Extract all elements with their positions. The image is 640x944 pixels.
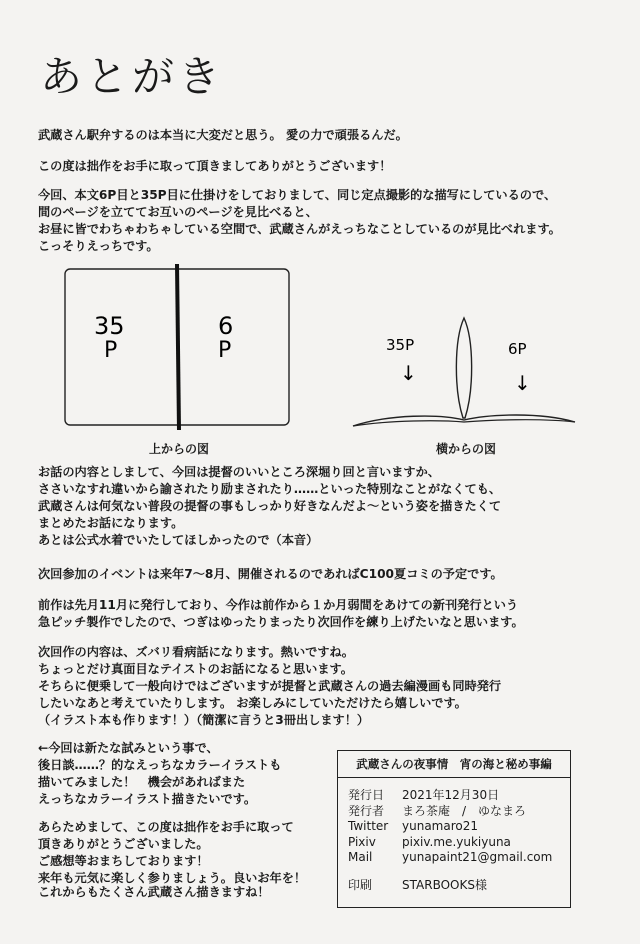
colophon-value: yunamaro21 <box>402 819 478 833</box>
standing-page <box>456 318 471 418</box>
top-view-diagram <box>62 262 294 434</box>
paragraph-final: これからもたくさん武蔵さん描きますね！ <box>38 885 270 899</box>
paragraph-next-work: 次回作の内容は、ズバリ看病話になります。熱いですね。 ちょっとだけ真面目なテイストのお話になると思います。 そちらに便乗して一般向けではございますが提督と武蔵さんの過去編漫画も同時発行 したいなあと考えていたりします。 お楽しみにしていただけたら嬉しいです。 （イラスト本も作ります！）（簡潔に言うと3冊出します！） <box>38 645 502 727</box>
down-arrow-right: ↓ <box>514 371 531 395</box>
colophon-key: 発行日 <box>348 788 385 802</box>
colophon-key: 印刷 <box>348 877 373 892</box>
label-35: 35 <box>94 312 125 340</box>
colophon-row-twitter <box>348 819 566 835</box>
side-label-6p: 6P <box>508 340 527 358</box>
colophon-key: Pixiv <box>348 834 376 849</box>
paragraph-closing: あらためまして、この度は拙作をお手に取って 頂きありがとうございました。 ご感想等おまちしております！ 来年も元気に楽しく参りましょう。良いお年を！ <box>38 820 307 885</box>
paragraph-illustration: ←今回は新たな試みという事で、 後日談……？的なえっちなカラーイラストも 描いてみました！ 機会があればまた えっちなカラーイラスト描きたいです。 <box>38 741 282 806</box>
colophon-row-printer <box>348 878 566 894</box>
colophon-divider <box>338 777 570 778</box>
colophon-value: yunapaint21@gmail.com <box>402 850 553 864</box>
colophon-row-date <box>348 788 566 804</box>
open-book-left <box>353 415 575 426</box>
colophon-key: Mail <box>348 850 373 864</box>
paragraph-next-event: 次回参加のイベントは来年7～8月、開催されるのであればC100夏コミの予定です。 <box>38 567 503 581</box>
side-view-diagram <box>350 310 578 434</box>
down-arrow-left: ↓ <box>400 361 417 385</box>
label-6-p: P <box>218 338 232 363</box>
paragraph-story: お話の内容としまして、今回は提督のいいところ深堀り回と言いますか、 ささいなすれ違いから諭されたり励まされたり……といった特別なことがなくても、 武蔵さんは何気ない普段の提督の事もしっかり好きなんだよ～という姿を描きたくて まとめたお話になります。 あとは公式水着でいたしてほしかったので（本音） <box>38 465 502 547</box>
colophon-value: STARBOOKS様 <box>402 877 487 892</box>
colophon-row-publisher <box>348 804 566 820</box>
label-6: 6 <box>218 312 234 340</box>
paragraph-intro: 武蔵さん駅弁するのは本当に大変だと思う。 愛の力で頑張るんだ。 <box>38 128 408 142</box>
colophon-box <box>337 750 571 908</box>
top-view-caption: 上からの図 <box>149 442 210 456</box>
paragraph-previous-work: 前作は先月11月に発行しており、今作は前作から１か月弱間をあけての新刊発行という 急ピッチ製作でしたので、つぎはゆったりまったり次回作を練り上げたいなと思います。 <box>38 598 524 629</box>
book-spine <box>177 264 179 430</box>
colophon-key: Twitter <box>348 819 389 833</box>
side-view-caption: 横からの図 <box>436 442 497 456</box>
colophon-row-mail <box>348 850 566 866</box>
colophon-title: 武蔵さんの夜事情 宵の海と秘め事編 <box>356 757 552 771</box>
label-35-p: P <box>104 338 118 363</box>
paragraph-trick: 今回、本文6P目と35P目に仕掛けをしておりまして、同じ定点撮影的な描写にしているので、 間のページを立ててお互いのページを見比べると、 お昼に皆でわちゃわちゃしている空間で、武蔵さんがえっちなことしているのが見比べれます。 こっそりえっちです。 <box>38 188 561 253</box>
colophon-value: 2021年12月30日 <box>402 788 500 802</box>
paragraph-thanks: この度は拙作をお手に取って頂きましてありがとうございます！ <box>38 159 392 173</box>
page-title: あとがき <box>40 52 225 101</box>
colophon-value: まろ茶庵 / ゆなまろ <box>402 803 527 818</box>
colophon-key: 発行者 <box>348 803 385 818</box>
colophon-value: pixiv.me.yukiyuna <box>402 834 511 849</box>
colophon-row-pixiv <box>348 835 566 851</box>
side-label-35p: 35P <box>386 336 415 354</box>
